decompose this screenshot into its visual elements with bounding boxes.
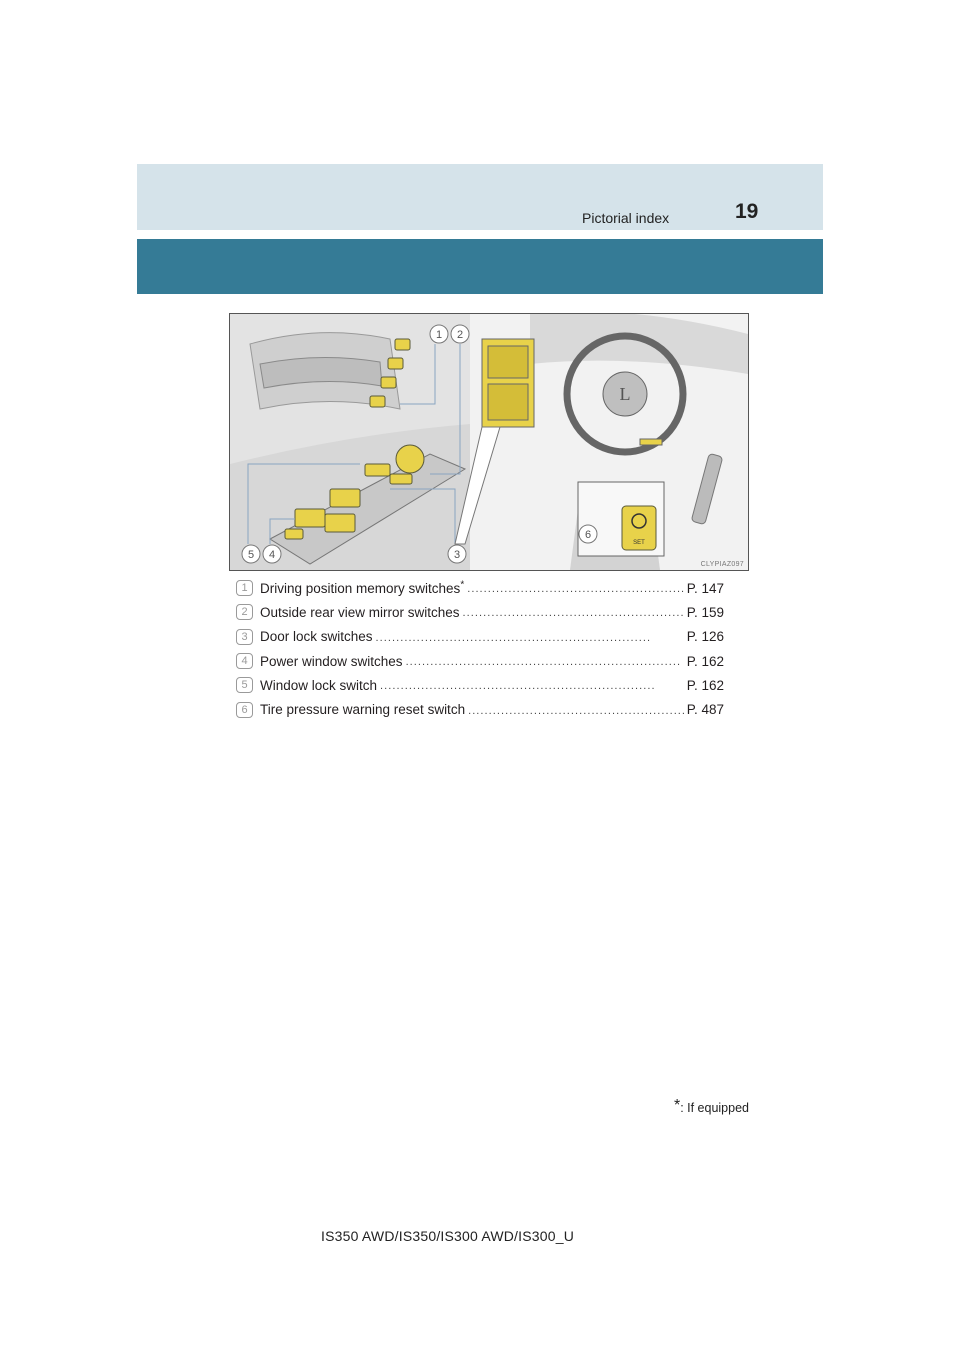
if-equipped-mark: * [460,579,465,591]
list-item [236,697,724,721]
memory-switch-set [395,339,410,350]
callout-6: 6 [584,529,592,541]
item-number-badge: 6 [236,702,253,718]
item-label: Power window switches [260,653,403,669]
list-item [236,625,724,649]
pictorial-index-list [236,576,724,722]
callout-1: 1 [435,329,443,341]
callout-4: 4 [268,549,276,561]
page-reference-link[interactable]: P. 159 [686,604,724,620]
list-item [236,600,724,624]
callout-3: 3 [453,549,461,561]
item-label: Tire pressure warning reset switch [260,702,466,718]
dot-leader [463,607,684,619]
illustration-drawing [230,314,748,570]
window-lock-switch [285,529,303,539]
callout-5: 5 [247,549,255,561]
section-title: Pictorial index [582,210,670,226]
footnote-mark: * [673,1097,681,1114]
dot-leader [406,656,684,668]
door-inset-handle [488,346,528,378]
list-item [236,673,724,697]
page-number: 19 [735,200,759,223]
door-inset-switches [488,384,528,420]
header-light-band [137,164,823,230]
memory-switch-two [381,377,396,388]
memory-switch-three [370,396,385,407]
header-dark-band [137,239,823,294]
image-code: CLYPIAZ097 [700,561,744,568]
item-label: Outside rear view mirror switches [260,604,460,620]
dot-leader [467,583,683,595]
door-switch-illustration [229,313,749,571]
callout-2: 2 [456,329,464,341]
item-label: Driving position memory switches* [260,579,465,596]
window-switch-rear-left [295,509,325,527]
mirror-switch [396,445,424,473]
list-item [236,649,724,673]
dot-leader [376,632,684,644]
dot-leader [380,680,684,692]
list-item [236,576,724,600]
item-number-badge: 1 [236,580,253,596]
window-switch-rear-right [325,514,355,532]
window-switch-front [330,489,360,507]
tpms-set-label: SET [633,540,645,546]
item-label: Door lock switches [260,629,373,645]
page-reference-link[interactable]: P. 162 [686,677,724,693]
page-reference-link[interactable]: P. 126 [686,629,724,645]
page-reference-link[interactable]: P. 147 [686,580,724,596]
item-number-badge: 2 [236,604,253,620]
dot-leader [468,705,684,717]
item-number-badge: 5 [236,677,253,693]
door-lock-switch-2 [390,474,412,484]
item-number-badge: 4 [236,653,253,669]
page-reference-link[interactable]: P. 487 [686,702,724,718]
page-reference-link[interactable]: P. 162 [686,653,724,669]
memory-switch-one [388,358,403,369]
brand-emblem: L [619,384,631,404]
door-lock-switch [365,464,390,476]
item-number-badge: 3 [236,629,253,645]
footnote [674,1097,749,1115]
footnote-text: : If equipped [680,1101,749,1115]
tpms-location-marker [640,439,662,445]
item-label: Window lock switch [260,677,378,693]
model-footer: IS350 AWD/IS350/IS300 AWD/IS300_U [321,1228,575,1244]
